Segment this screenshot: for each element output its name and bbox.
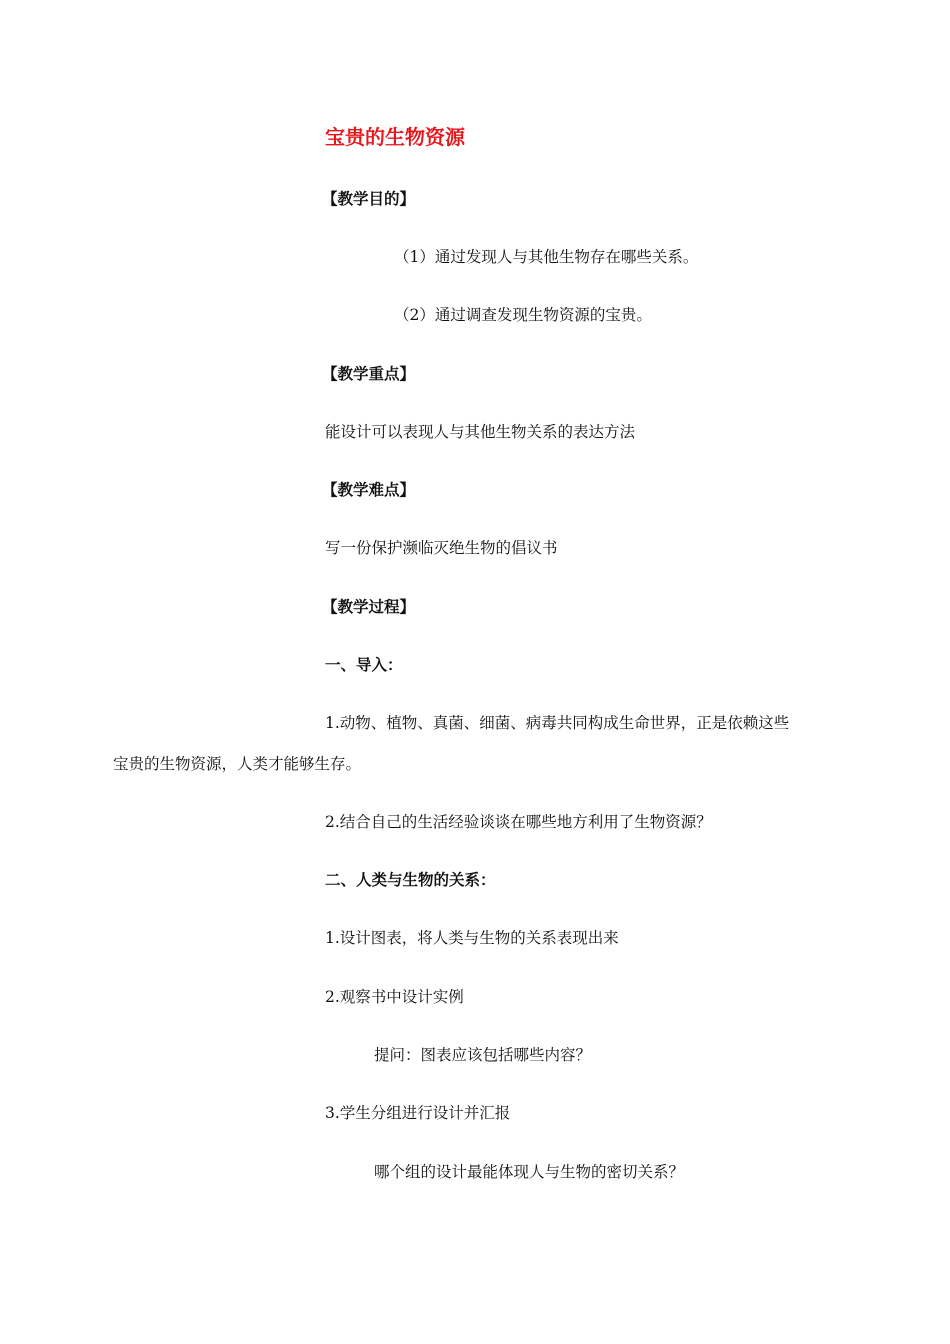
relationship-item-1: 1.设计图表，将人类与生物的关系表现出来 [325, 929, 619, 947]
difficulties-heading: 【教学难点】 [322, 481, 416, 499]
intro-item-2: 2.结合自己的生活经验谈谈在哪些地方利用了生物资源？ [325, 813, 712, 831]
relationship-item-3: 3.学生分组进行设计并汇报 [325, 1104, 511, 1122]
objective-item-2: （2）通过调查发现生物资源的宝贵。 [394, 306, 652, 324]
relationship-heading: 二、人类与生物的关系： [325, 871, 496, 889]
key-points-text: 能设计可以表现人与其他生物关系的表达方法 [325, 423, 636, 441]
difficulties-text: 写一份保护濒临灭绝生物的倡议书 [325, 539, 558, 557]
relationship-item-2-question: 提问：图表应该包括哪些内容？ [374, 1046, 592, 1064]
objective-item-1: （1）通过发现人与其他生物存在哪些关系。 [394, 248, 699, 266]
key-points-heading: 【教学重点】 [322, 365, 416, 383]
intro-item-1-line-1: 1.动物、植物、真菌、细菌、病毒共同构成生命世界，正是依赖这些 [325, 714, 790, 732]
relationship-item-2: 2.观察书中设计实例 [325, 988, 464, 1006]
relationship-item-3-question: 哪个组的设计最能体现人与生物的密切关系？ [374, 1163, 685, 1181]
intro-item-1-line-2: 宝贵的生物资源，人类才能够生存。 [113, 755, 362, 773]
page-title: 宝贵的生物资源 [325, 125, 465, 149]
intro-heading: 一、导入： [325, 656, 403, 674]
process-heading: 【教学过程】 [322, 598, 416, 616]
objectives-heading: 【教学目的】 [322, 190, 416, 208]
